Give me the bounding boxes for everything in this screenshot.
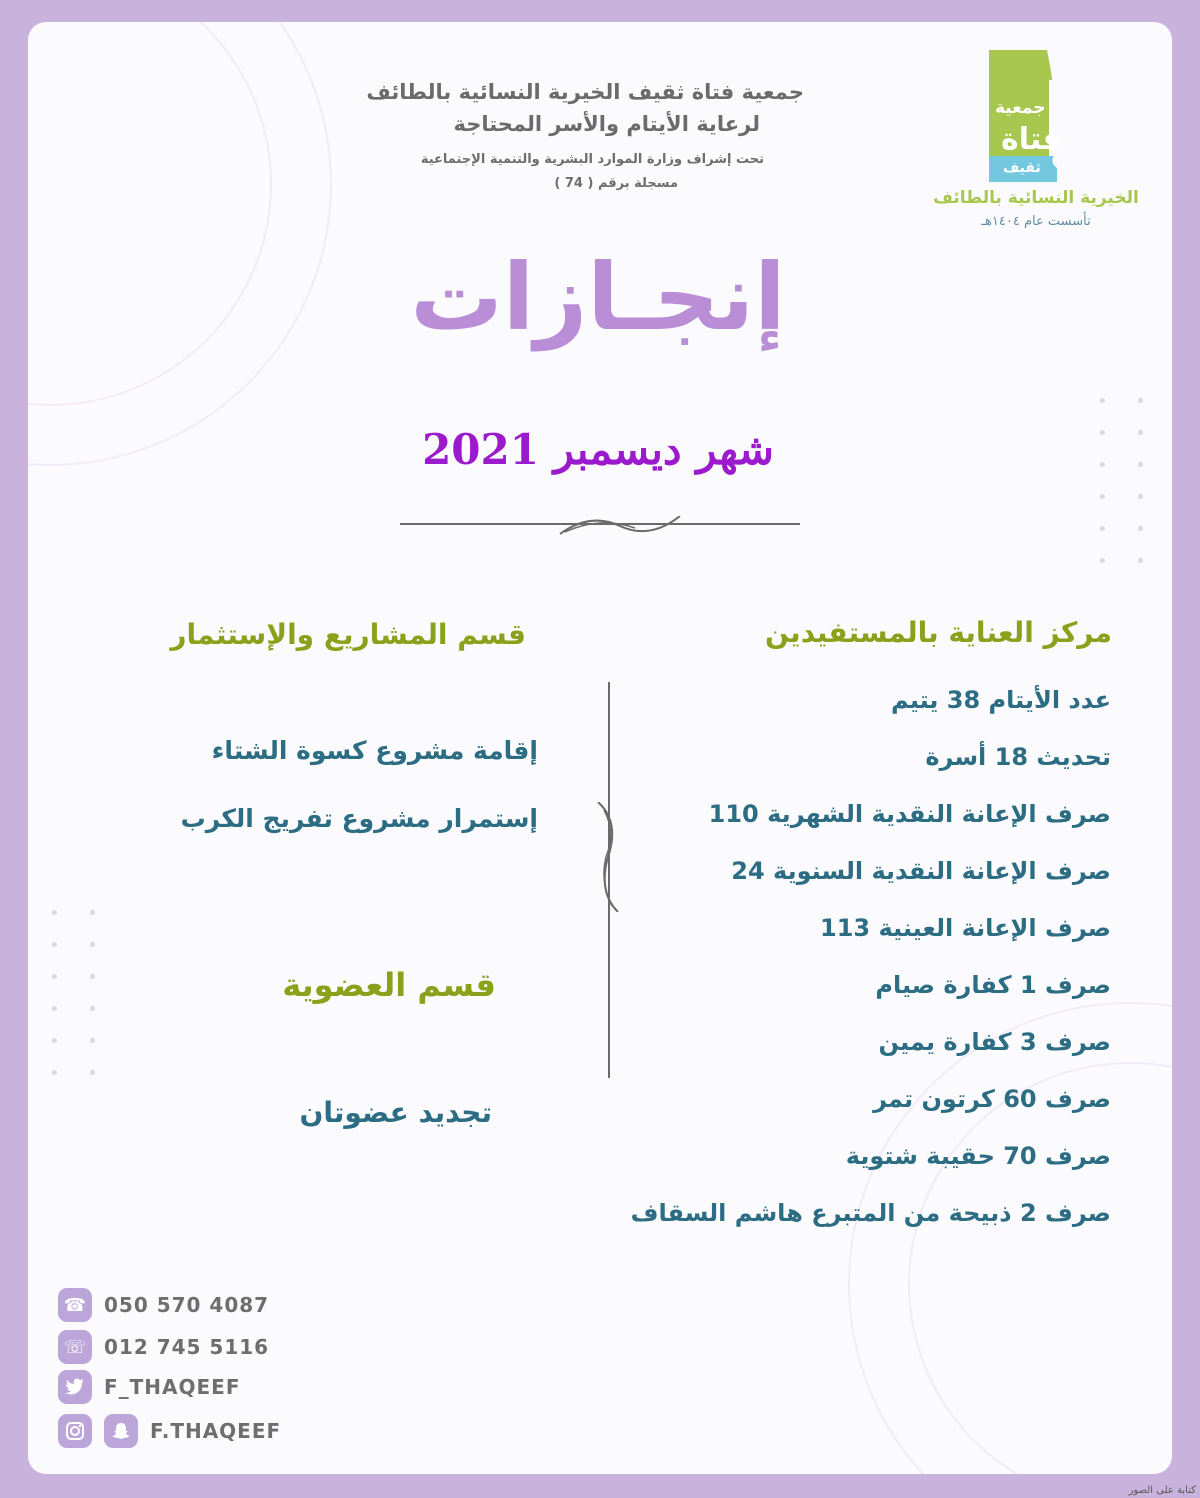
logo-word: ثقيف (1003, 160, 1041, 176)
twitter-icon (58, 1370, 92, 1404)
phone-icon: ☎ (58, 1288, 92, 1322)
logo-established: تأسست عام ١٤٠٤هـ (981, 214, 1091, 229)
divider-ornament (594, 802, 624, 912)
instagram-icon (58, 1414, 92, 1448)
contact-phone[interactable] (58, 1288, 269, 1322)
list-item: صرف 1 كفارة صيام (875, 971, 1111, 999)
poster-card (28, 22, 1172, 1474)
list-item: صرف 70 حقيبة شتوية (845, 1142, 1111, 1170)
contact-twitter[interactable] (58, 1370, 241, 1404)
landline-number: 012 745 5116 (104, 1335, 270, 1359)
list-item: عدد الأيتام 38 يتيم (891, 686, 1111, 714)
list-item: صرف 3 كفارة يمين (878, 1028, 1111, 1056)
list-item: صرف 2 ذبيحة من المتبرع هاشم السقاف (630, 1199, 1111, 1227)
org-logo (933, 50, 1139, 260)
list-item: صرف الإعانة العينية 113 (820, 914, 1111, 942)
list-item: إستمرار مشروع تفريج الكرب (180, 804, 538, 833)
list-item: صرف 60 كرتون تمر (873, 1085, 1111, 1113)
logo-word: جمعية (995, 98, 1046, 118)
logo-name: الخيرية النسائية بالطائف (933, 188, 1139, 208)
org-name: جمعية فتاة ثقيف الخيرية النسائية بالطائف (366, 80, 804, 104)
contact-landline[interactable] (58, 1330, 269, 1364)
month-subtitle: شهر ديسمبر 2021 (422, 425, 774, 474)
projects-heading: قسم المشاريع والإستثمار (170, 618, 526, 651)
list-item: إقامة مشروع كسوة الشتاء (211, 736, 538, 765)
list-item: صرف الإعانة النقدية السنوية 24 (731, 857, 1111, 885)
beneficiaries-heading: مركز العناية بالمستفيدين (764, 616, 1112, 649)
watermark: كتابة على الصور (1128, 1485, 1196, 1496)
face-profile-icon (1047, 50, 1109, 182)
page-title: إنجـازات (410, 244, 786, 351)
twitter-handle: F_THAQEEF (104, 1375, 241, 1399)
phone-number: 050 570 4087 (104, 1293, 270, 1317)
list-item: صرف الإعانة النقدية الشهرية 110 (708, 800, 1111, 828)
landline-icon: ☏ (58, 1330, 92, 1364)
membership-heading: قسم العضوية (282, 966, 496, 1004)
snapchat-icon (104, 1414, 138, 1448)
beneficiaries-list (591, 683, 1111, 1253)
supervision-note: تحت إشراف وزارة الموارد البشرية والتنمية الإجتماعية (420, 152, 764, 167)
ornament-divider (400, 516, 800, 536)
registration-note: مسجلة برقم ( 74 ) (554, 176, 678, 191)
list-item: تحديث 18 أسرة (925, 743, 1111, 771)
org-subtitle: لرعاية الأيتام والأسر المحتاجة (453, 112, 760, 136)
logo-word: فتاة (1001, 122, 1062, 157)
social-handle: F.THAQEEF (150, 1419, 282, 1443)
contact-social[interactable] (58, 1414, 281, 1448)
list-item: تجديد عضوتان (299, 1096, 492, 1129)
